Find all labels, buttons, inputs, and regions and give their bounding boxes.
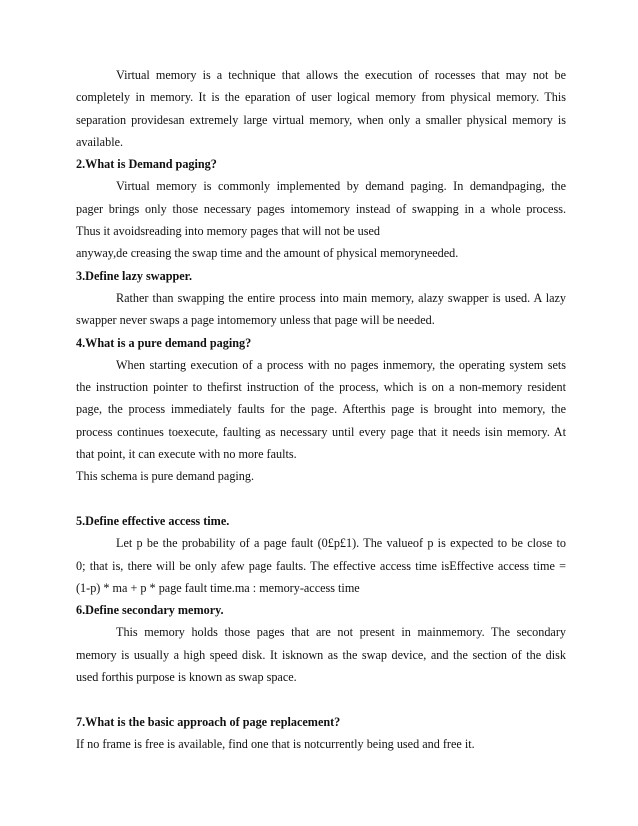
section-heading: 2.What is Demand paging? xyxy=(76,157,217,172)
text-line: swapper never swaps a page intomemory unless that page will be needed. xyxy=(76,313,435,328)
section-5 xyxy=(76,510,566,599)
text-line: Thus it avoidsreading into memory pages that will not be used xyxy=(76,224,380,239)
text-line: When starting execution of a process with no pages inmemory, the operating system sets xyxy=(116,357,566,372)
document-body xyxy=(76,64,566,755)
text-line: 0; that is, there will be only afew page faults. The effective access time isEffective access time = xyxy=(76,558,566,573)
section-1 xyxy=(76,64,566,153)
text-line: This schema is pure demand paging. xyxy=(76,469,255,484)
section-3 xyxy=(76,265,566,332)
text-line: used forthis purpose is known as swap space. xyxy=(76,670,297,685)
section-heading: 4.What is a pure demand paging? xyxy=(76,335,252,350)
section-4 xyxy=(76,332,566,510)
text-line: If no frame is free is available, find one that is notcurrently being used and free it. xyxy=(76,736,475,751)
text-line: (1-p) * ma + p * page fault time.ma : memory-access time xyxy=(76,580,360,595)
text-line: This memory holds those pages that are not present in mainmemory. The secondary xyxy=(116,625,566,640)
text-line: anyway,de creasing the swap time and the amount of physical memoryneeded. xyxy=(76,246,459,261)
text-line: pager brings only those necessary pages intomemory instead of swapping in a whole process. xyxy=(76,201,566,216)
text-line: available. xyxy=(76,134,124,149)
text-line: Let p be the probability of a page fault (0£p£1). The valueof p is expected to be close to xyxy=(116,536,566,551)
text-line: Virtual memory is a technique that allows the execution of rocesses that may not be xyxy=(116,68,566,82)
blank-line xyxy=(76,688,566,710)
section-6 xyxy=(76,599,566,710)
section-heading: 7.What is the basic approach of page replacement? xyxy=(76,714,341,729)
section-heading: 6.Define secondary memory. xyxy=(76,603,224,618)
text-line: the instruction pointer to thefirst instruction of the process, which is on a non-memory resident xyxy=(76,380,566,395)
text-line: separation providesan extremely large virtual memory, when only a smaller physical memory is xyxy=(76,112,566,127)
section-7 xyxy=(76,711,566,756)
blank-line xyxy=(76,488,566,510)
section-2 xyxy=(76,153,566,264)
section-heading: 3.Define lazy swapper. xyxy=(76,268,193,283)
section-heading: 5.Define effective access time. xyxy=(76,513,230,528)
text-line: page, the process immediately faults for the page. Afterthis page is brought into memory, the xyxy=(76,402,566,417)
text-line: Rather than swapping the entire process into main memory, alazy swapper is used. A lazy xyxy=(116,290,566,305)
text-line: Virtual memory is commonly implemented by demand paging. In demandpaging, the xyxy=(116,179,566,194)
text-line: that point, it can execute with no more faults. xyxy=(76,447,297,462)
text-line: completely in memory. It is the eparation of user logical memory from physical memory. This xyxy=(76,90,566,105)
text-line: memory is usually a high speed disk. It isknown as the swap device, and the section of the disk xyxy=(76,647,566,662)
text-line: process continues toexecute, faulting as necessary until every page that it needs isin memory. At xyxy=(76,424,566,439)
